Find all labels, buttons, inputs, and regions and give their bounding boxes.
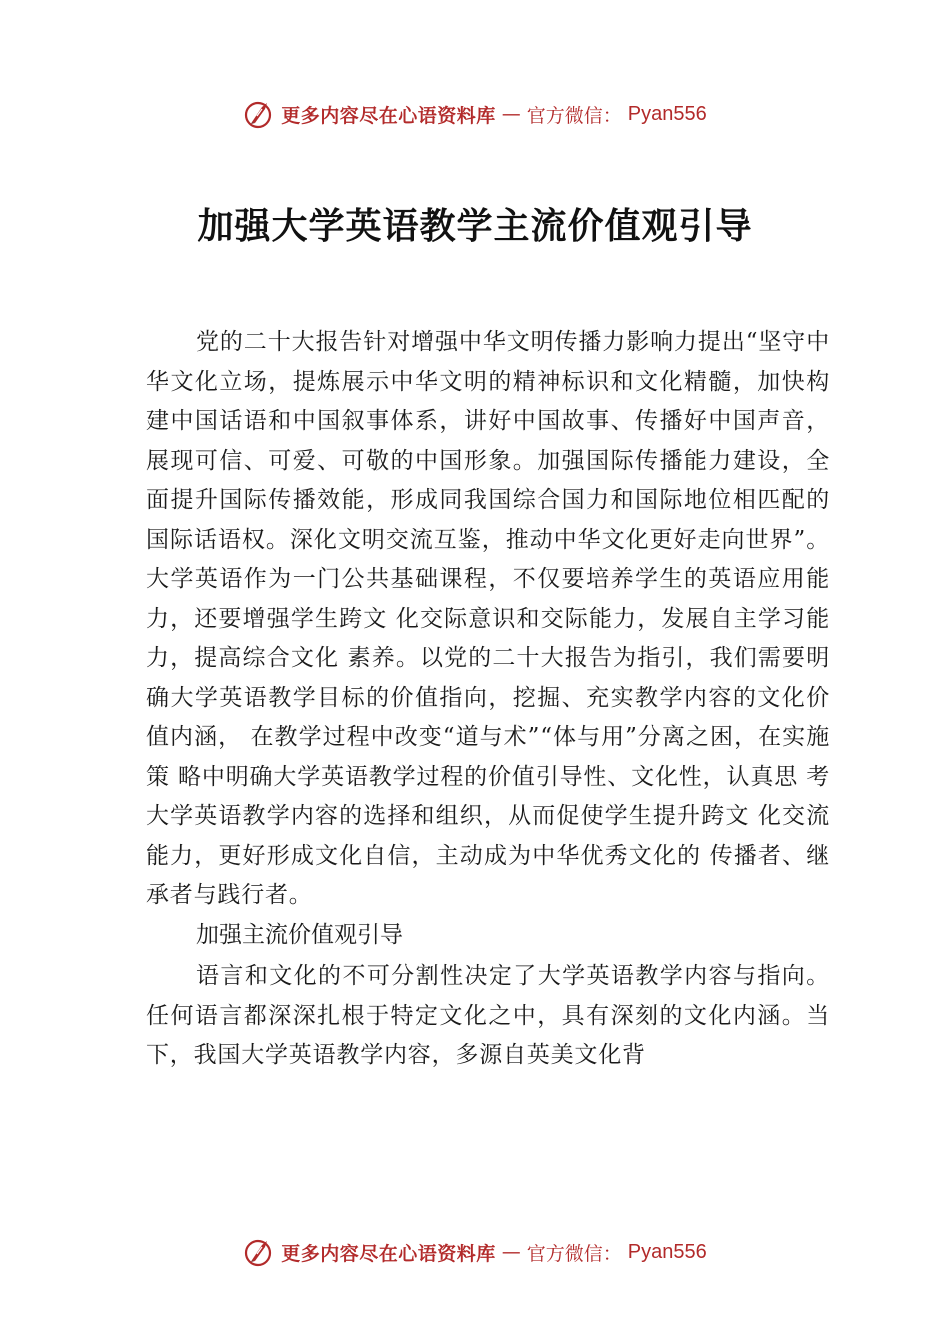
footer-banner-wechat-id: Pyan556: [627, 1240, 707, 1263]
banner-wechat-label: 官方微信：: [526, 104, 622, 127]
paragraph-2: 语言和文化的不可分割性决定了大学英语教学内容与指向。任何语言都深深扎根于特定文化之中，具有深刻的文化内涵。当下，我国大学英语教学内容，多源自英美文化背: [146, 963, 830, 1068]
banner-wechat-id: Pyan556: [627, 102, 707, 125]
banner-separator: —: [501, 103, 521, 125]
banner-text: 更多内容尽在心语资料库: [281, 104, 496, 127]
pen-nib-logo-icon: [243, 98, 275, 130]
footer-banner-wechat-label: 官方微信：: [526, 1242, 622, 1265]
paragraph-1: 党的二十大报告针对增强中华文明传播力影响力提出“坚守中华文化立场，提炼展示中华文明的精神标识和文化精髓，加快构建中国话语和中国叙事体系，讲好中国故事、传播好中国声音，展现可信、可爱、可敬的中国形象。加强国际传播能力建设，全面提升国际传播效能，形成同我国综合国力和国际地位相匹配的国际话语权。深化文明交流互鉴，推动中华文化更好走向世界”。大学英语作为一门公共基础课程，不仅要培养学生的英语应用能力，还要增强学生跨文 化交际意识和交际能力，发展自主学习能力，提高综合文化 素养。以党的二十大报告为指引，我们需要明确大学英语教学目标的价值指向，挖掘、充实教学内容的文化价值内涵， 在教学过程中改变“道与术”“体与用”分离之困，在实施策 略中明确大学英语教学过程的价值引导性、文化性，认真思 考大学英语教学内容的选择和组织，从而促使学生提升跨文 化交流能力，更好形成文化自信，主动成为中华优秀文化的 传播者、继承者与践行者。: [146, 329, 830, 908]
footer-banner-text: 更多内容尽在心语资料库: [281, 1242, 496, 1265]
header-banner: [0, 92, 950, 136]
footer-banner: [0, 1230, 950, 1274]
section-subheading: 加强主流价值观引导: [196, 921, 403, 948]
page-title: 加强大学英语教学主流价值观引导: [197, 205, 753, 247]
document-body: [146, 323, 830, 1076]
pen-nib-logo-icon: [243, 1236, 275, 1268]
footer-banner-separator: —: [501, 1241, 521, 1263]
